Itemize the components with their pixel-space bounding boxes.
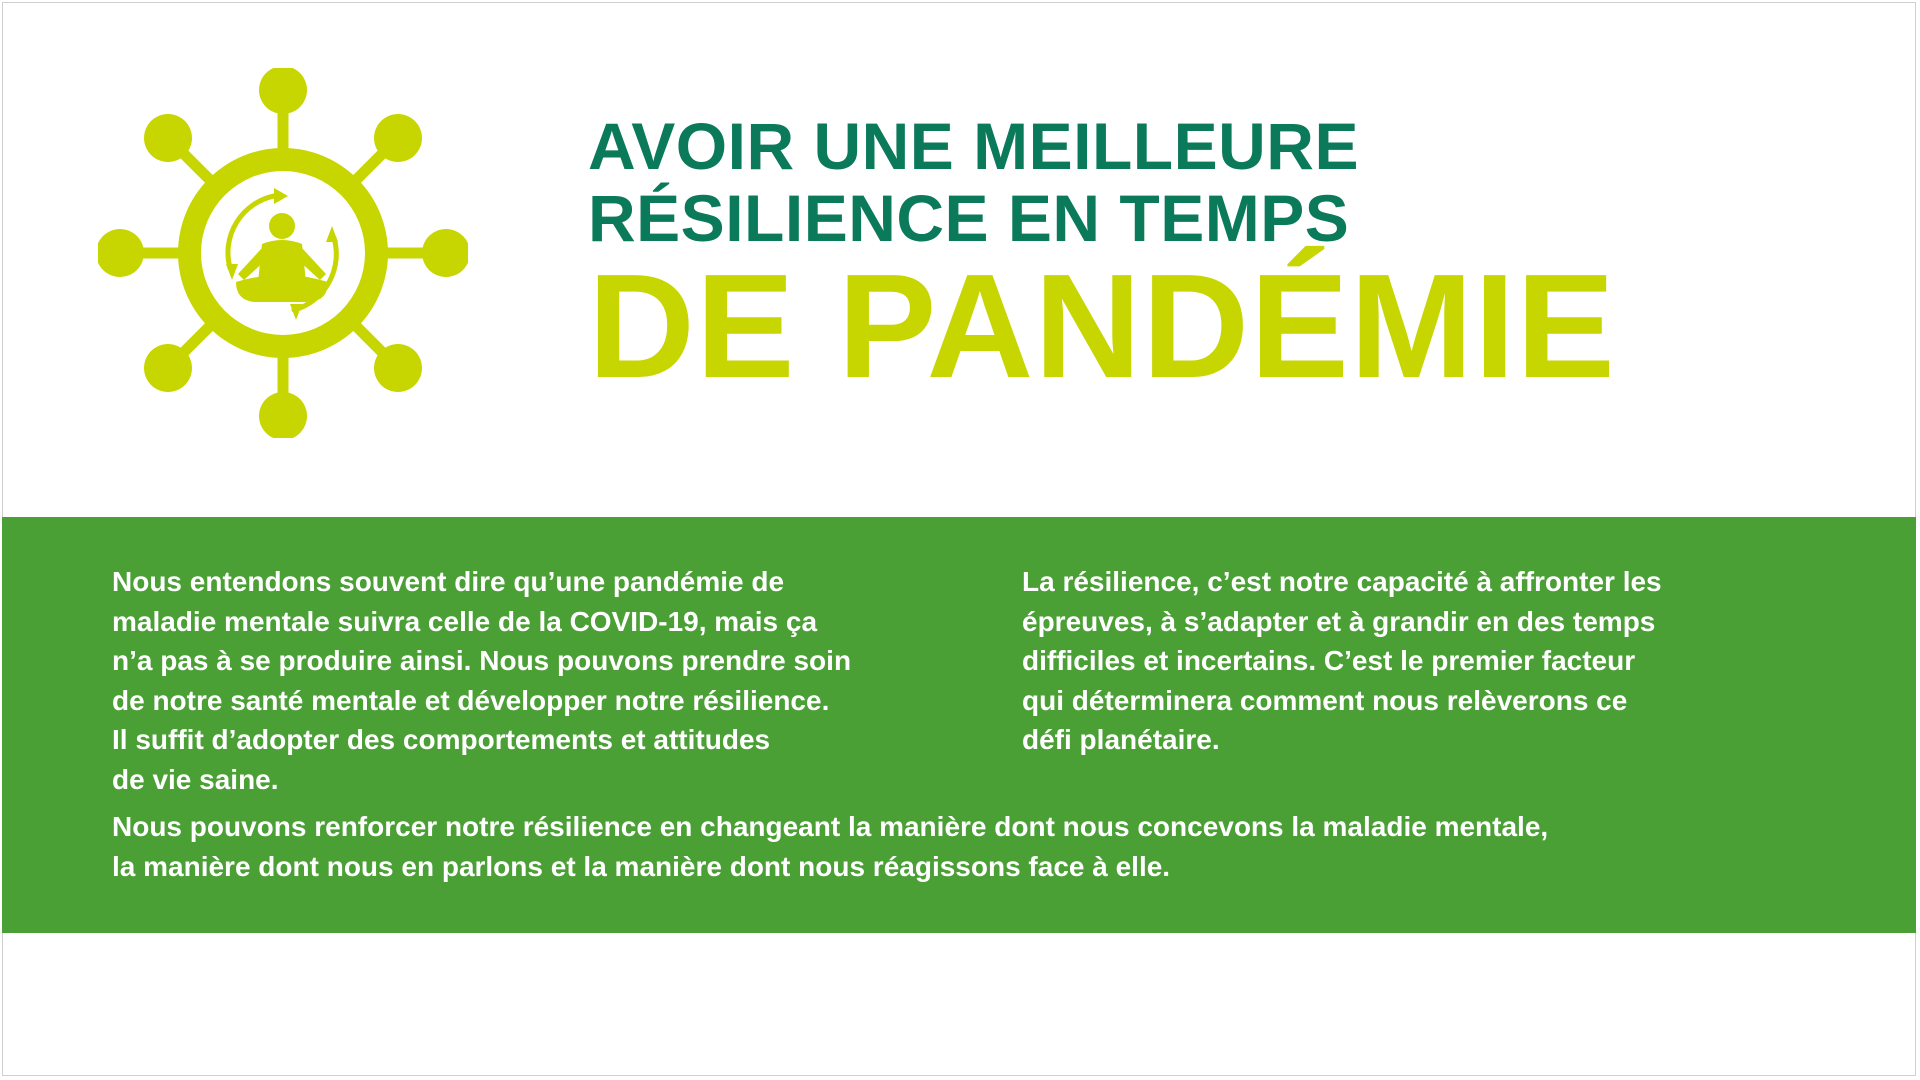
text-line: maladie mentale suivra celle de la COVID-19, mais ça xyxy=(112,605,818,637)
text-line: Nous entendons souvent dire qu’une pandémie de xyxy=(112,566,785,597)
page-title xyxy=(588,109,1616,409)
text-line: Il suffit d’adopter des comportements et attitudes xyxy=(112,724,771,755)
text-line: La résilience, c’est notre capacité à affronter les xyxy=(1022,566,1662,597)
title-line-3: DE PANDÉMIE xyxy=(588,244,1616,409)
text-line: n’a pas à se produire ainsi. Nous pouvons prendre soin xyxy=(112,645,852,676)
text-line: qui déterminera comment nous relèverons ce xyxy=(1022,684,1628,716)
text-line: défi planétaire. xyxy=(1022,724,1220,755)
info-band xyxy=(2,517,1916,933)
text-line: de vie saine. xyxy=(112,763,279,795)
text-line: la manière dont nous en parlons et la manière dont nous réagissons face à elle. xyxy=(112,850,1171,882)
title-line-1: AVOIR UNE MEILLEURE xyxy=(588,109,1359,183)
text-line: épreuves, à s’adapter et à grandir en des temps xyxy=(1022,605,1656,637)
text-line: Nous pouvons renforcer notre résilience en changeant la manière dont nous concevons la maladie mentale, xyxy=(112,811,1549,842)
text-line: difficiles et incertains. C’est le premier facteur xyxy=(1022,645,1636,676)
title-line-2: RÉSILIENCE EN TEMPS xyxy=(588,181,1350,255)
paragraph-right xyxy=(1022,562,1782,760)
paragraph-bottom xyxy=(112,807,1832,886)
virus-meditation-icon xyxy=(98,68,468,438)
paragraph-left xyxy=(112,562,912,799)
text-line: de notre santé mentale et développer notre résilience. xyxy=(112,684,830,716)
